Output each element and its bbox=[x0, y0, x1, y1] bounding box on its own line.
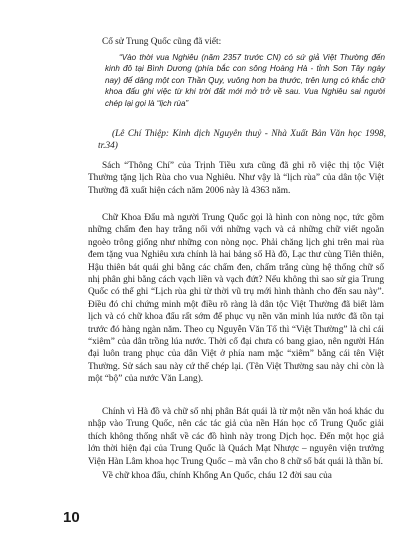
intro-paragraph: Cổ sử Trung Quốc cũng đã viết: bbox=[102, 37, 222, 47]
paragraph-ha-do: Chính vì Hà đồ và chữ số nhị phân Bát quái là từ một nền văn hoá khác du nhập vào Trung Quốc, nên các tác giả của nền Hán học cổ Trung Quốc giải thích không thống nhất về các đồ hình này trong Dịch học. Đến một học giả lớn thời hiện đại của Trung Quốc là Quách Mạt Nhược – nguyên viện trưởng Viện Hàn Lâm khoa học Trung Quốc – mà vẫn cho 8 chữ số bát quái là thần bí. bbox=[88, 407, 384, 467]
paragraph-continued: Về chữ khoa đẩu, chính Khổng An Quốc, cháu 12 đời sau của bbox=[102, 471, 332, 481]
page-number: 10 bbox=[63, 509, 80, 526]
quote-block: “Vào thời vua Nghiêu (năm 2357 trước CN) có sứ giả Việt Thường đến kinh đô tại Bình Dương (phía bắc con sông Hoàng Hà - tỉnh Sơn Tây ngày nay) để dâng một con Thần Quy, vuông hơn ba thước, trên lưng có khắc chữ khoa đẩu ghi việc từ khi trời đất mới mở trở về sau. Vua Nghiêu sai người chép lại gọi là “lịch rùa” bbox=[105, 53, 385, 108]
citation: (Lê Chí Thiệp: Kinh dịch Nguyên thuỷ - Nhà Xuất Bản Văn học 1998, tr.34) bbox=[98, 129, 386, 152]
paragraph-khoa-dau: Chữ Khoa Đẩu mà người Trung Quốc gọi là hình con nòng nọc, tức gồm những chấm đen hay trắng nối với những vạch và cả những chữ viết ngoằn ngoèo trông giống như những con nòng nọc. Phải chăng lịch ghi trên mai rùa đem tặng vua Nghiêu xưa chính là hai bảng số Hà đồ, Lạc thư cùng Tiên thiên, Hậu thiên bát quái ghi bằng các chấm đen, chấm trắng cùng hệ thống chữ số nhị phân ghi bằng cách vạch liền và vạch đứt? Nếu không thì sao sử gia Trung Quốc có thể ghi “Lịch rùa ghi từ thời vũ trụ mới hình thành cho đến sau này”. Điều đó chỉ chứng minh một điều rõ ràng là dân tộc Việt Thường đã biết làm lịch và có chữ khoa đẩu rất sớm để phục vụ nền văn minh lúa nước đã tồn tại trước đó hàng ngàn năm. Theo cụ Nguyễn Văn Tố thì “Việt Thường” là chỉ cái “xiêm” của dân trồng lúa nước. Thời cổ đại chưa có bang giao, nên người Hán đại luôn trang phục của dân Việt ở phía nam mặc “xiêm” bằng cái tên Việt Thường. Sử sách sau này cứ thế chép lại. (Tên Việt Thường sau này chỉ còn là một “bộ” của nước Văn Lang). bbox=[88, 213, 384, 385]
paragraph-thong-chi: Sách “Thông Chí” của Trịnh Tiều xưa cũng đã ghi rõ việc thị tộc Việt Thường tặng lịch Rùa cho vua Nghiêu. Như vậy là “lịch rùa” của dân tộc Việt Thường đã xuất hiện cách năm 2006 này là 4363 năm. bbox=[88, 161, 384, 196]
